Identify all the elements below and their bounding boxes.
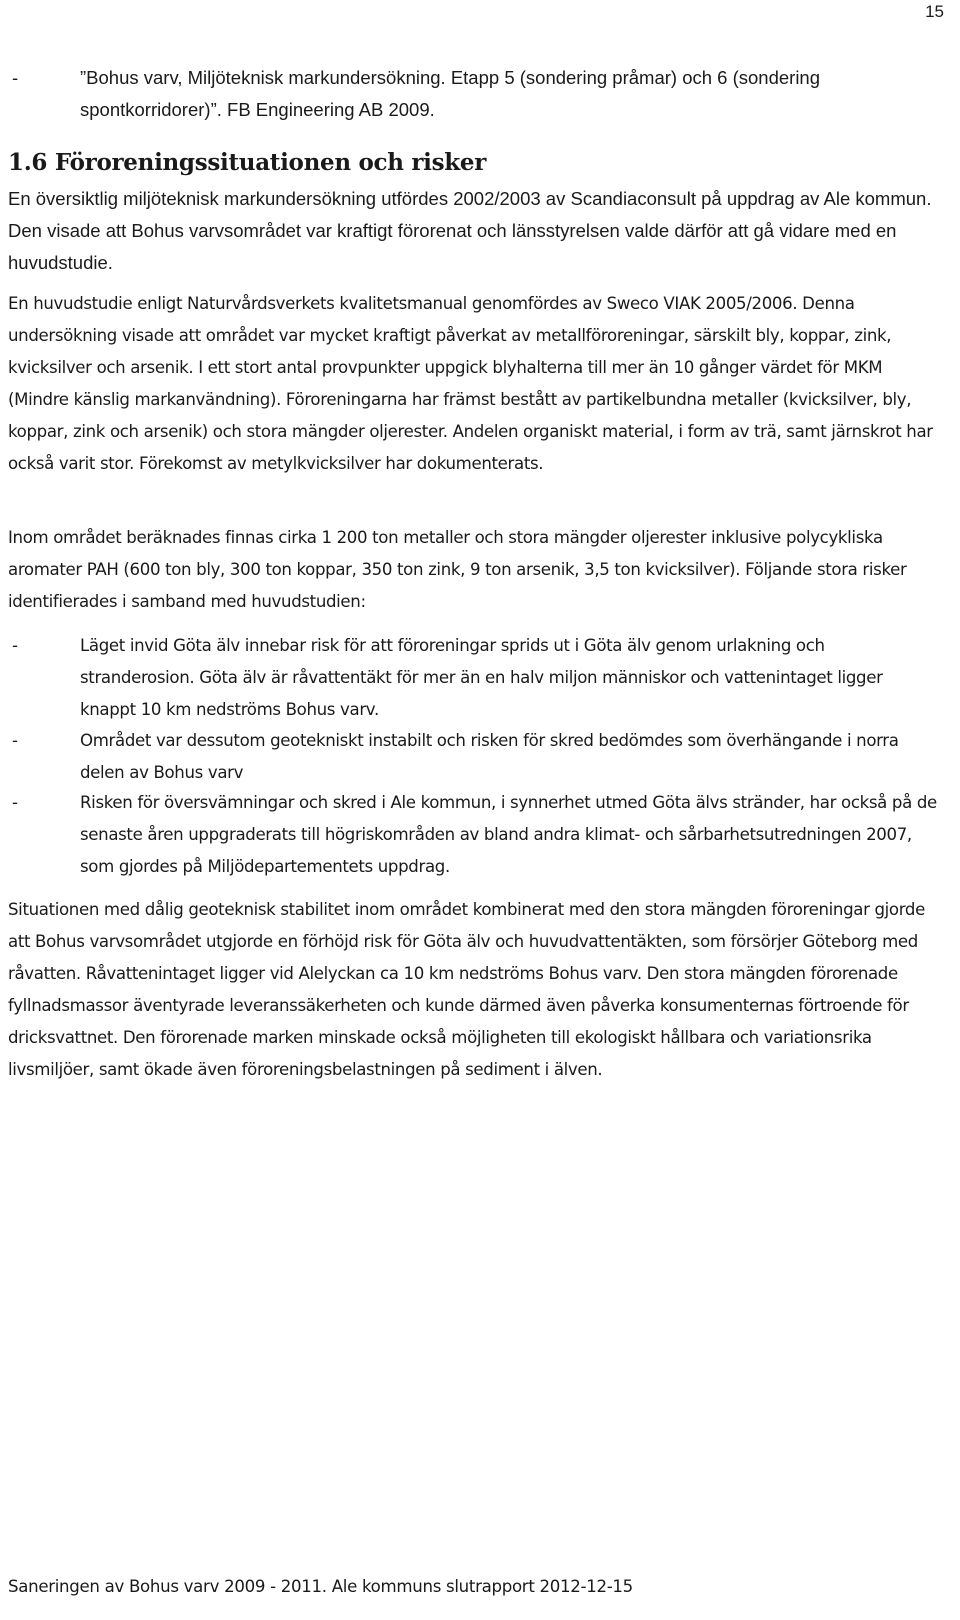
list-dash: - bbox=[12, 636, 18, 655]
list-dash: - bbox=[12, 67, 19, 88]
risk-text: Risken för översvämningar och skred i Ale kommun, i synnerhet utmed Göta älvs stränder, har också på de senaste åren uppgraderats till högriskområden av bland andra klimat- och sårbarhetsutredningen 2007, som gjordes på Miljödepartementets uppdrag. bbox=[80, 793, 937, 876]
section-heading: 1.6 Föroreningssituationen och risker bbox=[8, 149, 487, 176]
risk-list-item bbox=[8, 630, 938, 726]
intro-paragraph: En översiktlig miljöteknisk markundersökning utfördes 2002/2003 av Scandiaconsult på uppdrag av Ale kommun. Den visade att Bohus varvsområdet var kraftigt förorenat och länsstyrelsen valde därför att gå vidare med en huvudstudie. bbox=[8, 188, 932, 273]
risk-text: Läget invid Göta älv innebar risk för att föroreningar sprids ut i Göta älv genom urlakning och stranderosion. Göta älv är råvattentäkt för mer än en halv miljon människor och vattenintaget ligger knappt 10 km nedströms Bohus varv. bbox=[80, 636, 883, 719]
risk-list-item bbox=[8, 787, 938, 883]
reference-text: ”Bohus varv, Miljöteknisk markundersökning. Etapp 5 (sondering pråmar) och 6 (sondering spontkorridorer)”. FB Engineering AB 2009. bbox=[80, 67, 821, 120]
page-number: 15 bbox=[925, 2, 944, 21]
main-study-paragraph: En huvudstudie enligt Naturvårdsverkets kvalitetsmanual genomfördes av Sweco VIAK 2005/2006. Denna undersökning visade att området var mycket kraftigt påverkat av metallföroreningar, särskilt bly, koppar, zink, kvicksilver och arsenik. I ett stort antal provpunkter uppgick blyhalterna till mer än 10 gånger värdet för MKM (Mindre känslig markanvändning). Föroreningarna har främst bestått av partikelbundna metaller (kvicksilver, bly, koppar, zink och arsenik) och stora mängder oljerester. Andelen organiskt material, i form av trä, samt järnskrot har också varit stor. Förekomst av metylkvicksilver har dokumenterats. bbox=[8, 294, 933, 473]
reference-list-item bbox=[8, 62, 938, 126]
risk-text: Området var dessutom geotekniskt instabilt och risken för skred bedömdes som överhängande i norra delen av Bohus varv bbox=[80, 731, 899, 782]
closing-paragraph: Situationen med dålig geoteknisk stabilitet inom området kombinerat med den stora mängden föroreningar gjorde att Bohus varvsområdet utgjorde en förhöjd risk för Göta älv och huvudvattentäkten, som försörjer Göteborg med råvatten. Råvattenintaget ligger vid Alelyckan ca 10 km nedströms Bohus varv. Den stora mängden förorenade fyllnadsmassor äventyrade leveranssäkerheten och kunde därmed även påverka konsumenternas förtroende för dricksvattnet. Den förorenade marken minskade också möjligheten till ekologiskt hållbara och variationsrika livsmiljöer, samt ökade även föroreningsbelastningen på sediment i älven. bbox=[8, 900, 925, 1079]
page-footer: Saneringen av Bohus varv 2009 - 2011. Ale kommuns slutrapport 2012-12-15 bbox=[8, 1577, 633, 1596]
list-dash: - bbox=[12, 793, 18, 812]
metals-paragraph: Inom området beräknades finnas cirka 1 200 ton metaller och stora mängder oljerester inklusive polycykliska aromater PAH (600 ton bly, 300 ton koppar, 350 ton zink, 9 ton arsenik, 3,5 ton kvicksilver). Följande stora risker identifierades i samband med huvudstudien: bbox=[8, 528, 907, 611]
list-dash: - bbox=[12, 731, 18, 750]
risk-list-item bbox=[8, 725, 938, 789]
